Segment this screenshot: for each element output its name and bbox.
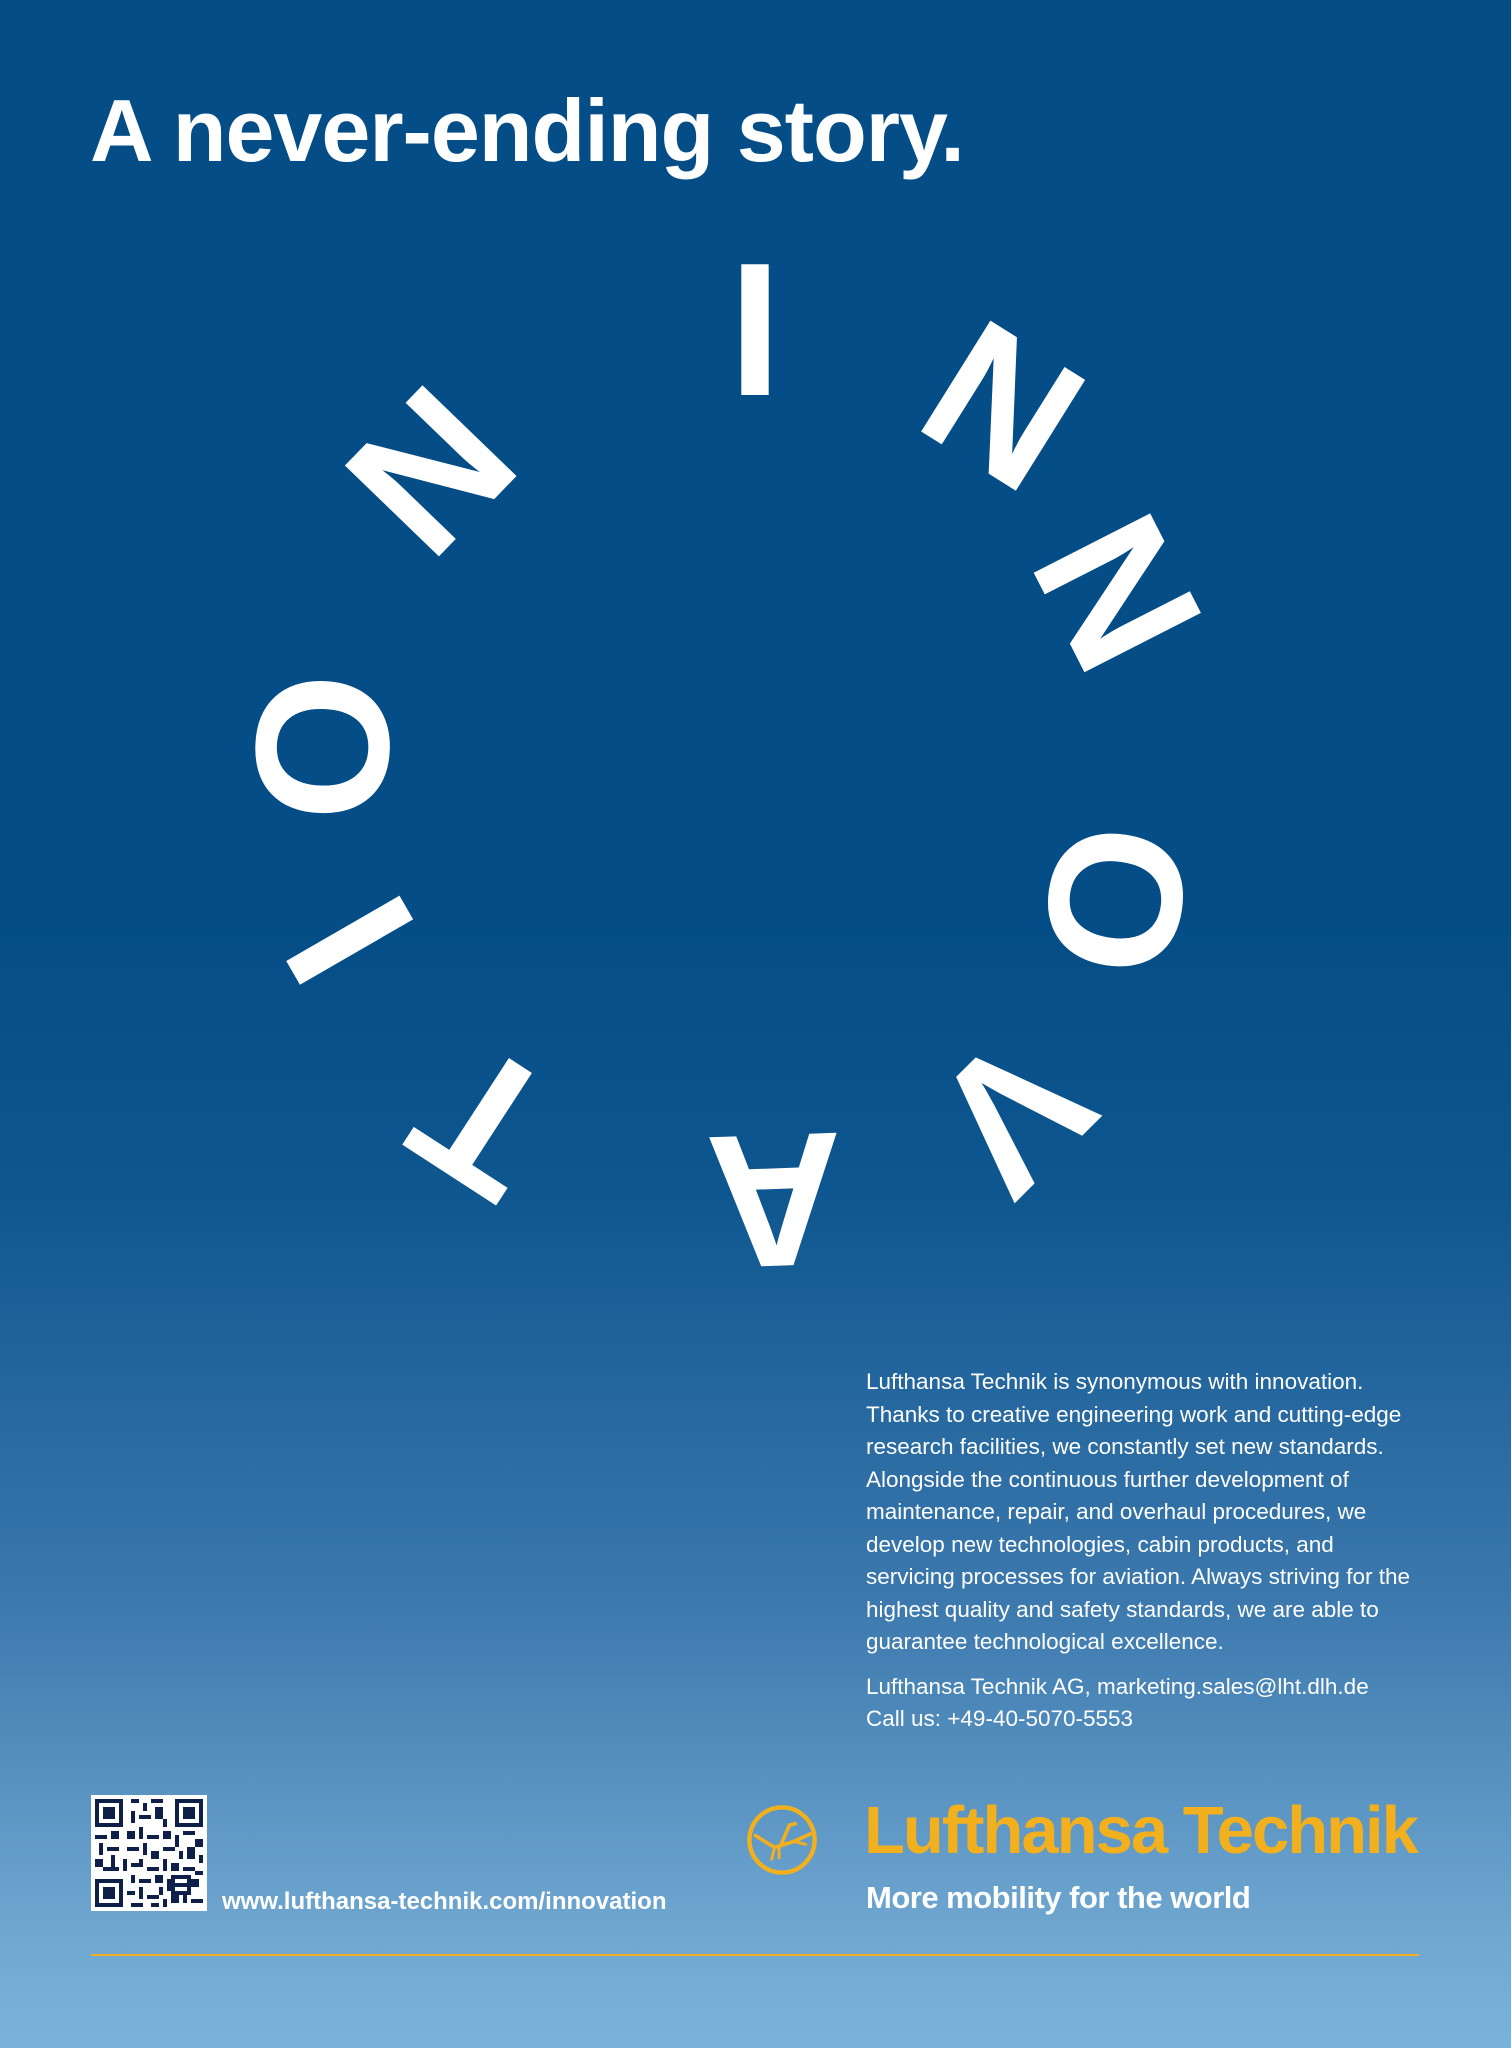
- ring-letter-6: A: [702, 1091, 848, 1309]
- ring-letter-3: N: [991, 483, 1243, 703]
- website-link[interactable]: www.lufthansa-technik.com/innovation: [222, 1888, 667, 1915]
- contact-line: Lufthansa Technik AG, marketing.sales@lht.dlh.de: [866, 1673, 1369, 1699]
- ring-letter-1: I: [728, 224, 782, 436]
- ring-letter-2: N: [888, 279, 1118, 533]
- footer-divider: [91, 1954, 1419, 1956]
- brand-tagline: More mobility for the world: [866, 1880, 1251, 1915]
- brand-name: Lufthansa Technik: [864, 1793, 1417, 1868]
- ring-letter-9: O: [214, 669, 432, 825]
- phone-line: Call us: +49-40-5070-5553: [866, 1706, 1134, 1731]
- ring-letter-4: O: [999, 812, 1231, 988]
- body-paragraph: Lufthansa Technik is synonymous with innovation. Thanks to creative engineering work and cutting-edge research facilities, we constantly set new standards. Alongside the continuous further development of maintenance, repair, and overhaul procedures, we develop new technologies, cabin products, and servicing processes for aviation. Always striving for the highest quality and safety standards, we are able to guarantee technological excellence.: [866, 1369, 1410, 1654]
- ring-letter-10: N: [307, 348, 555, 594]
- qr-code-icon[interactable]: [91, 1795, 207, 1911]
- body-copy: [866, 1366, 1426, 1736]
- ring-letter-8: I: [245, 864, 456, 1016]
- ring-letter-7: T: [378, 999, 592, 1241]
- ring-letter-5: V: [892, 993, 1132, 1233]
- crane-logo-icon: [745, 1803, 819, 1877]
- headline: A never-ending story.: [90, 81, 964, 180]
